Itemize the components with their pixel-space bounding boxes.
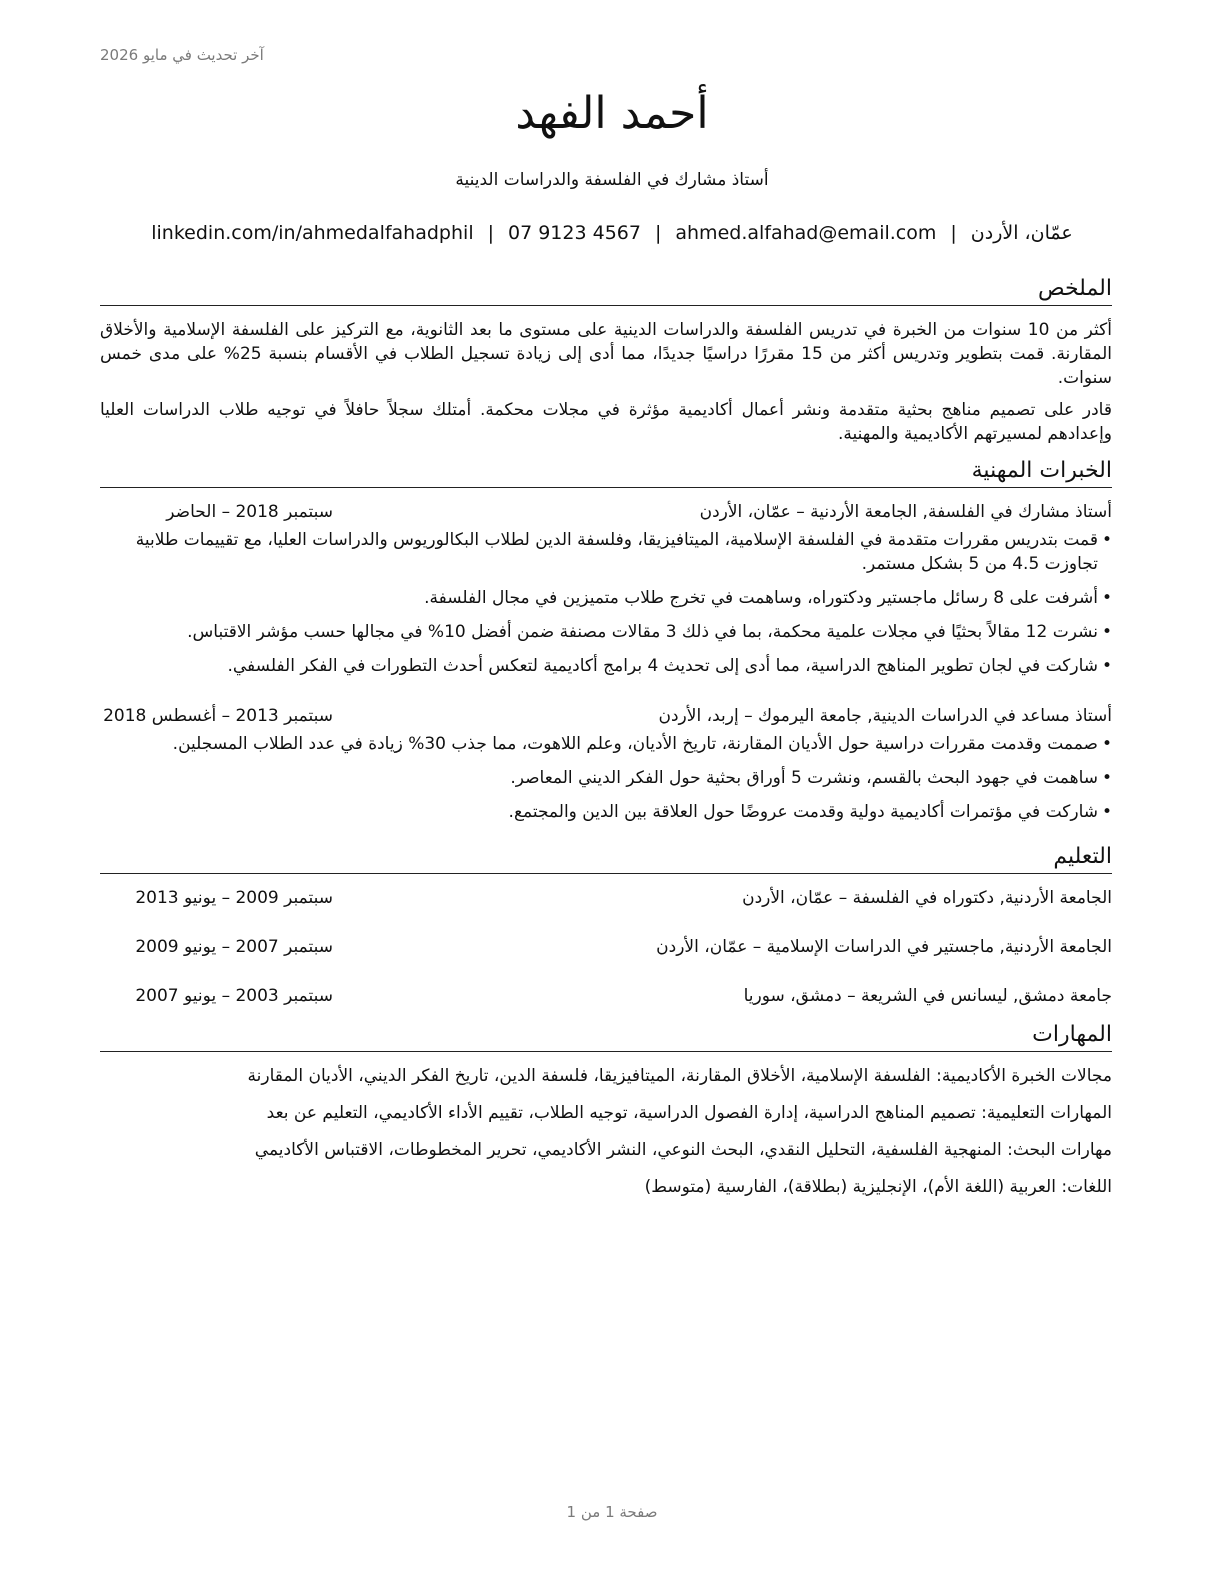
- skills-line: اللغات: العربية (اللغة الأم)، الإنجليزية (بطلاقة)، الفارسية (متوسط): [644, 1177, 1112, 1197]
- job-dates: سبتمبر 2013 – أغسطس 2018: [103, 706, 333, 726]
- job-bullet: • صممت وقدمت مقررات دراسية حول الأديان المقارنة، تاريخ الأديان، وعلم اللاهوت، مما جذب 30% زيادة في عدد الطلاب المسجلين.: [100, 732, 1112, 756]
- summary-paragraph: قادر على تصميم مناهج بحثية متقدمة ونشر أعمال أكاديمية مؤثرة في مجلات محكمة. أمتلك سجلاً حافلاً في توجيه طلاب الدراسات العليا وإعدادهم لمسيرتهم الأكاديمية والمهنية.: [100, 400, 1112, 444]
- skills-section: [100, 1020, 1112, 1199]
- summary-heading: الملخص: [100, 274, 1112, 306]
- last-updated: آخر تحديث في مايو 2026: [100, 46, 264, 64]
- candidate-title: أستاذ مشارك في الفلسفة والدراسات الدينية: [455, 170, 769, 190]
- education-entry: [100, 886, 1112, 910]
- job-dates: سبتمبر 2018 – الحاضر: [166, 502, 333, 522]
- resume-content: [100, 274, 1112, 1212]
- education-title: الجامعة الأردنية, ماجستير في الدراسات الإسلامية – عمّان، الأردن: [656, 937, 1112, 957]
- job-title: أستاذ مساعد في الدراسات الدينية, جامعة اليرموك – إربد، الأردن: [658, 706, 1112, 726]
- contact-separator: |: [487, 222, 494, 244]
- job-header: [100, 500, 1112, 524]
- job-bullet: • نشرت 12 مقالاً بحثيًا في مجلات علمية محكمة، بما في ذلك 3 مقالات مصنفة ضمن أفضل 10% في مجالها حسب مؤشر الاقتباس.: [100, 620, 1112, 644]
- contact-linkedin[interactable]: linkedin.com/in/ahmedalfahadphil: [151, 222, 474, 244]
- job-bullet: • شاركت في لجان تطوير المناهج الدراسية، مما أدى إلى تحديث 4 برامج أكاديمية لتعكس أحدث التطورات في الفكر الفلسفي.: [100, 654, 1112, 678]
- education-section: [100, 842, 1112, 1008]
- contact-separator: |: [654, 222, 662, 244]
- job-entry: [100, 500, 1112, 678]
- job-bullets: [100, 732, 1112, 824]
- summary-section: [100, 274, 1112, 446]
- contact-line: [0, 222, 1224, 244]
- job-header: [100, 704, 1112, 728]
- contact-location: عمّان، الأردن: [970, 222, 1073, 244]
- job-bullets: [100, 528, 1112, 678]
- education-dates: سبتمبر 2003 – يونيو 2007: [135, 986, 333, 1006]
- education-title: الجامعة الأردنية, دكتوراه في الفلسفة – عمّان، الأردن: [742, 888, 1112, 908]
- summary-paragraph: أكثر من 10 سنوات من الخبرة في تدريس الفلسفة والدراسات الدينية على مستوى ما بعد الثانوية، مع التركيز على الفلسفة الإسلامية والأخلاق المقارنة. قمت بتطوير وتدريس أكثر من 15 مقررًا دراسيًا جديدًا، مما أدى إلى زيادة تسجيل الطلاب في الأقسام بنسبة 25% على مدى خمس سنوات.: [100, 320, 1113, 388]
- education-heading: التعليم: [100, 842, 1112, 874]
- skills-line: مهارات البحث: المنهجية الفلسفية، التحليل النقدي، البحث النوعي، النشر الأكاديمي، تحرير المخطوطات، الاقتباس الأكاديمي: [254, 1140, 1112, 1160]
- candidate-name: أحمد الفهد: [515, 88, 709, 139]
- contact-separator: |: [950, 222, 957, 244]
- skills-heading: المهارات: [100, 1020, 1112, 1052]
- education-title: جامعة دمشق, ليسانس في الشريعة – دمشق، سوريا: [743, 986, 1112, 1006]
- contact-email[interactable]: ahmed.alfahad@email.com: [675, 222, 937, 244]
- job-entry: [100, 704, 1112, 824]
- education-entry: [100, 984, 1112, 1008]
- contact-phone[interactable]: 07 9123 4567: [508, 222, 641, 244]
- job-title: أستاذ مشارك في الفلسفة, الجامعة الأردنية – عمّان، الأردن: [699, 502, 1112, 522]
- job-bullet: • ساهمت في جهود البحث بالقسم، ونشرت 5 أوراق بحثية حول الفكر الديني المعاصر.: [100, 766, 1112, 790]
- experience-heading: الخبرات المهنية: [100, 456, 1112, 488]
- education-entry: [100, 935, 1112, 959]
- page-number: صفحة 1 من 1: [566, 1503, 658, 1521]
- skills-line: مجالات الخبرة الأكاديمية: الفلسفة الإسلامية، الأخلاق المقارنة، الميتافيزيقا، فلسفة الدين، تاريخ الفكر الديني، الأديان المقارنة: [247, 1066, 1112, 1086]
- job-bullet: • أشرفت على 8 رسائل ماجستير ودكتوراه، وساهمت في تخرج طلاب متميزين في مجال الفلسفة.: [100, 586, 1112, 610]
- education-dates: سبتمبر 2009 – يونيو 2013: [135, 888, 333, 908]
- education-dates: سبتمبر 2007 – يونيو 2009: [135, 937, 333, 957]
- job-bullet: • شاركت في مؤتمرات أكاديمية دولية وقدمت عروضًا حول العلاقة بين الدين والمجتمع.: [100, 800, 1112, 824]
- skills-line: المهارات التعليمية: تصميم المناهج الدراسية، إدارة الفصول الدراسية، توجيه الطلاب، تقييم الأداء الأكاديمي، التعليم عن بعد: [266, 1103, 1112, 1123]
- job-bullet: • قمت بتدريس مقررات متقدمة في الفلسفة الإسلامية، الميتافيزيقا، وفلسفة الدين لطلاب البكالوريوس والدراسات العليا، مع تقييمات طلابية تجاوزت 4.5 من 5 بشكل مستمر.: [100, 528, 1112, 576]
- experience-section: [100, 456, 1112, 824]
